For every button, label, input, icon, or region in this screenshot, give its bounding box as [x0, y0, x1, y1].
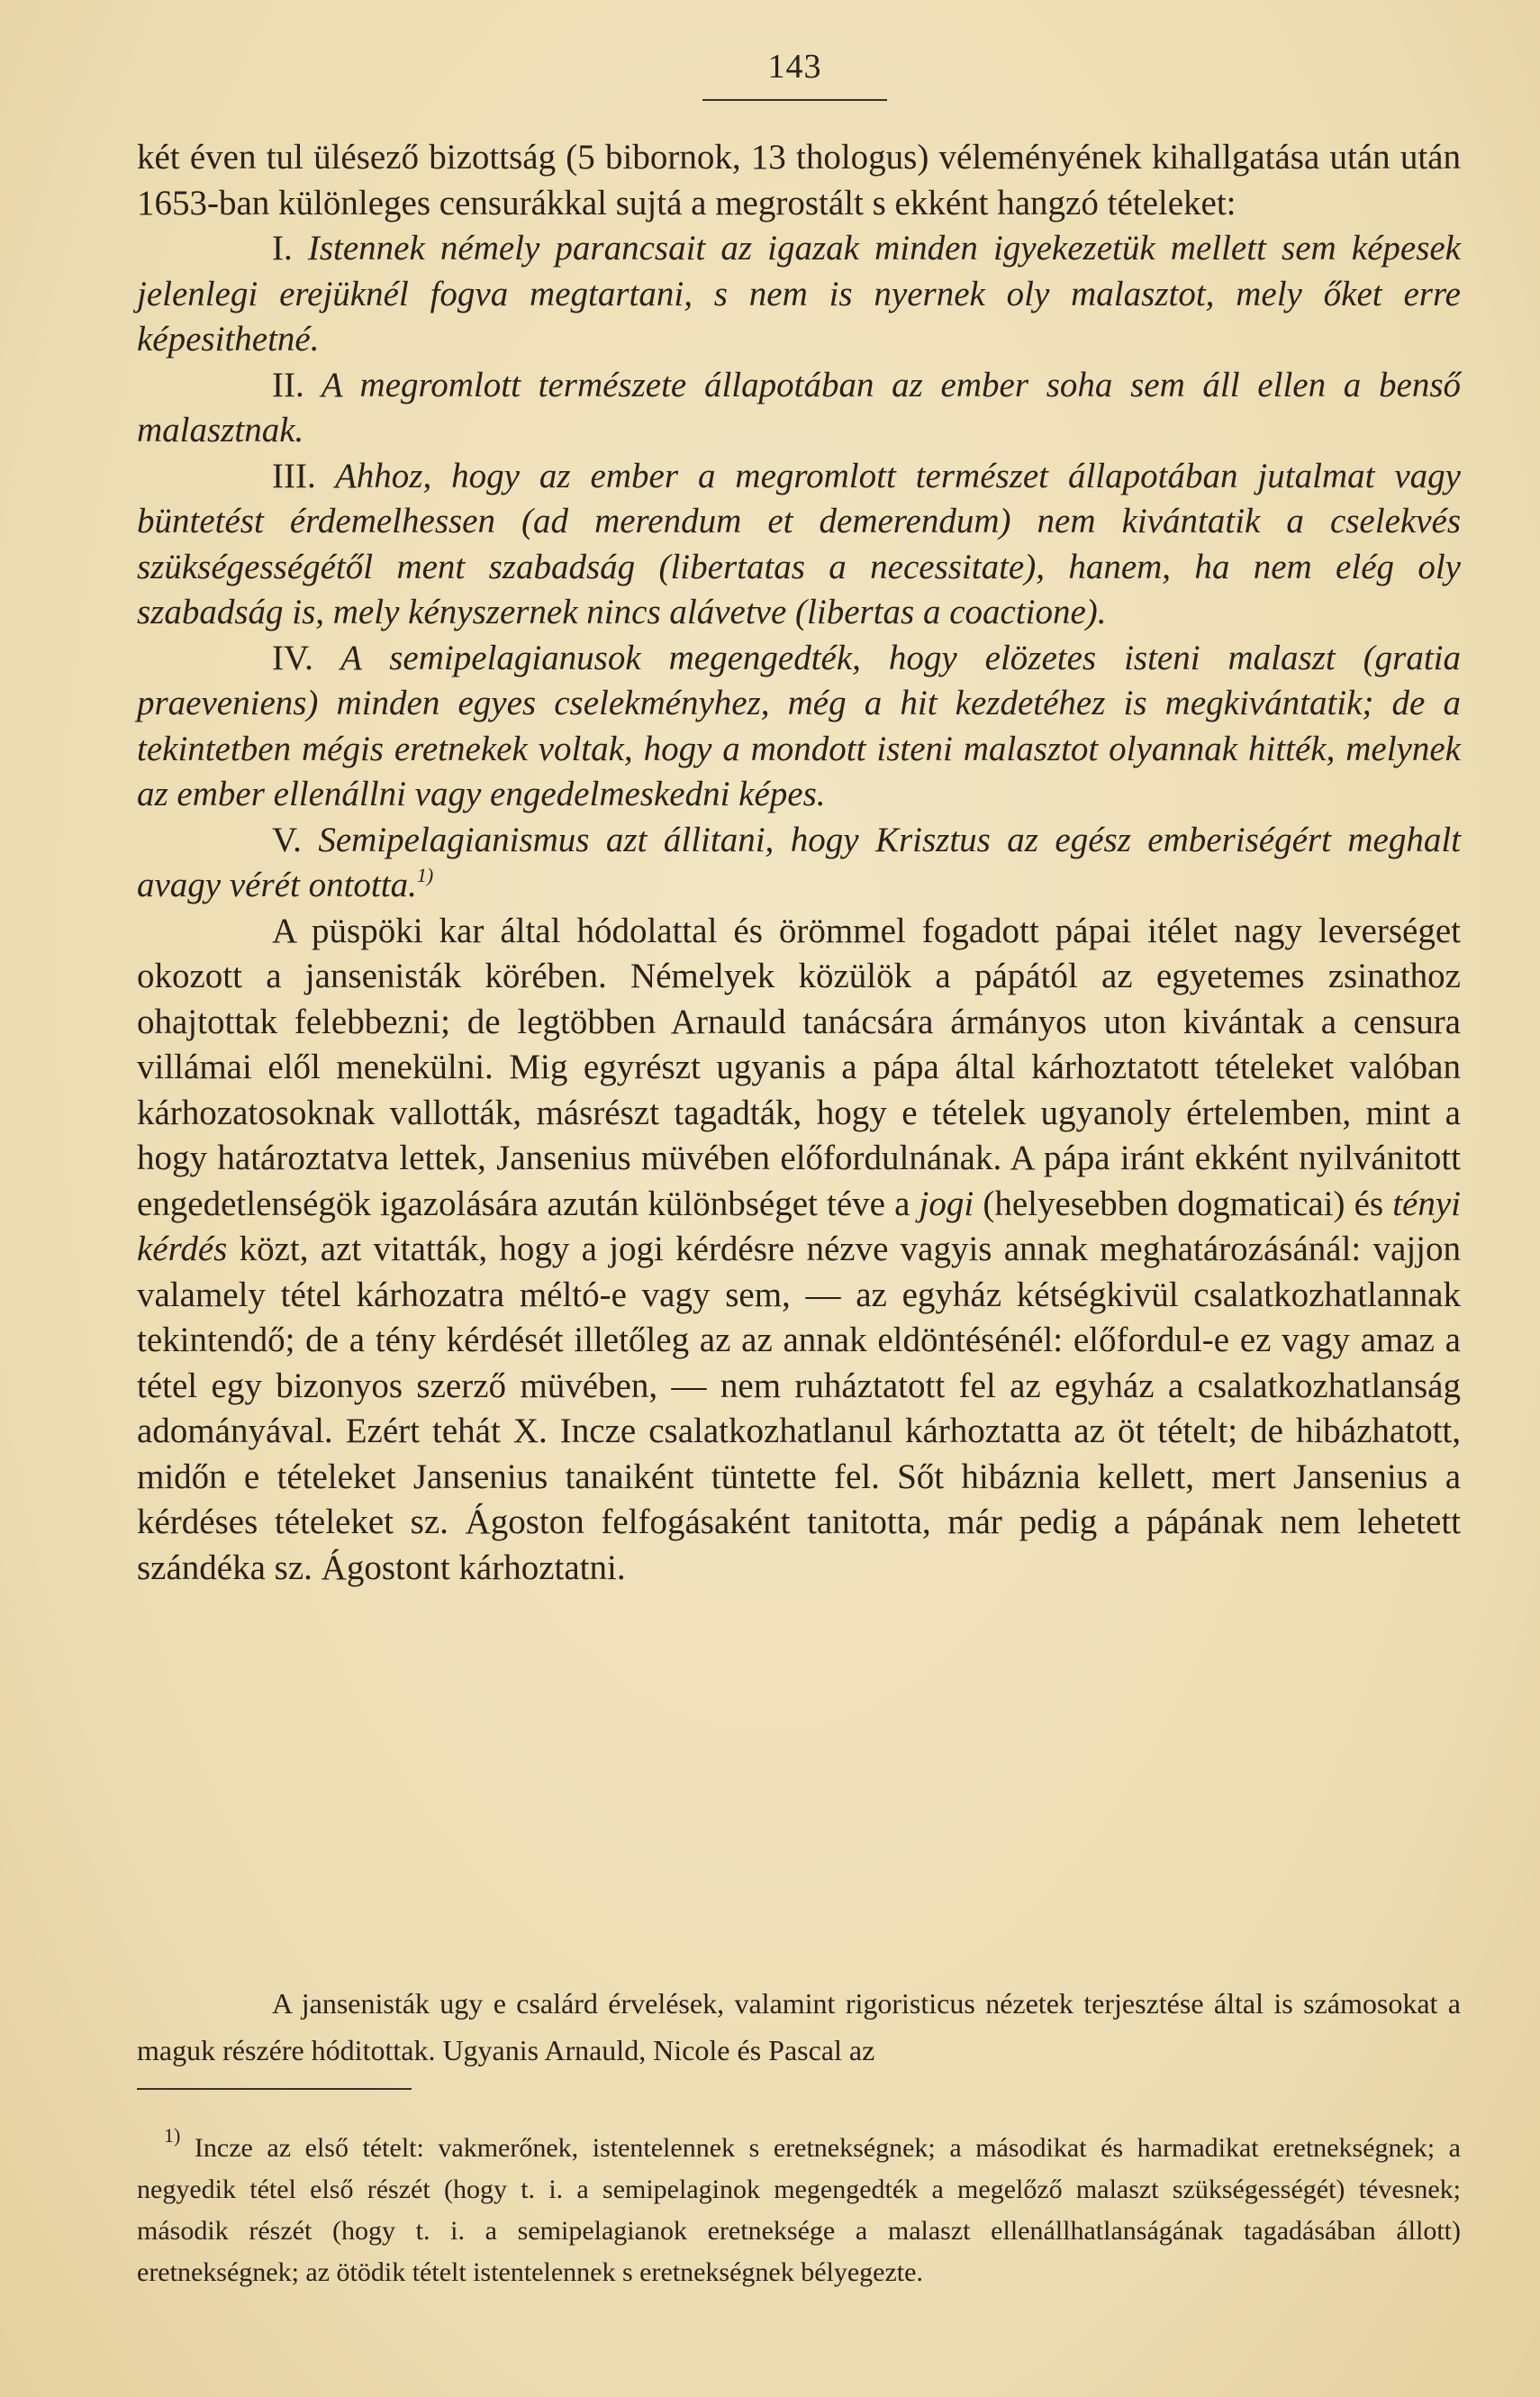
proposition-4-numeral: IV.	[272, 638, 313, 677]
intro-paragraph: két éven tul ülésező bizottság (5 bibornok, 13 thologus) véleményének kihallgatása után után 1653-ban különleges censurákkal sujtá a megrostált s ekként hangzó tételeket:	[137, 138, 1461, 222]
body-paragraph	[137, 909, 1461, 1592]
proposition-3-text: Ahhoz, hogy az ember a megromlott természet állapotában jutalmat vagy büntetést érdemelhessen (ad merendum et demerendum) nem kivántatik a cselekvés szükségességétől ment szabadság (libertatas a necessitate), hanem, ha nem elég oly szabadság is, mely kényszernek nincs alávetve (libertas a coactione).	[137, 456, 1461, 631]
proposition-5	[137, 818, 1461, 909]
footnote-rule	[137, 2088, 412, 2090]
proposition-1-text: Istennek némely parancsait az igazak minden igyekezetük mellett sem képesek jelenlegi erejüknél fogva megtartani, s nem is nyernek oly malasztot, mely őket erre képesithetné.	[137, 229, 1461, 359]
proposition-3-numeral: III.	[272, 456, 316, 495]
term-tenyi-kerdes: tényi kérdés	[137, 1184, 1461, 1268]
proposition-5-text: Semipelagianismus azt állitani, hogy Krisztus az egész emberiségért meghalt avagy vérét ontotta.	[137, 820, 1461, 904]
page-number-rule	[702, 99, 887, 101]
proposition-2-text: A megromlott természete állapotában az ember soha sem áll ellen a benső malasztnak.	[137, 365, 1461, 449]
proposition-1-numeral: I.	[272, 229, 293, 268]
body-text-part-2: (helyesebben dogmaticai) és	[983, 1184, 1384, 1223]
main-text	[137, 135, 1461, 1591]
footnote-paragraph	[137, 2124, 1461, 2293]
proposition-4	[137, 636, 1461, 818]
proposition-5-numeral: V.	[272, 820, 302, 859]
term-jogi: jogi	[919, 1184, 974, 1223]
proposition-3	[137, 454, 1461, 636]
proposition-2-numeral: II.	[272, 365, 304, 404]
footnote-mark: 1)	[164, 2124, 181, 2147]
footnote-reference: 1)	[416, 864, 434, 886]
body-text-part-3: közt, azt vitatták, hogy a jogi kérdésre nézve vagyis annak meghatározásánál: vajjon valamely tétel kárhozatra méltó-e vagy sem, — az egyház kétségkivül csalatkozhatlannak tekintendő; de a tény kérdését illetőleg az az annak eldöntésénél: előfordul-e ez vagy amaz a tétel egy bizonyos szerző müvében, — nem ruháztatott fel az egyház a csalatkozhatlanság adományával. Ezért tehát X. Incze csalatkozhatlanul kárhoztatta az öt tételt; de hibázhatott, midőn e tételeket Jansenius tanaiként tüntette fel. Sőt hibáznia kellett, mert Jansenius a kérdéses tételeket sz. Ágoston felfogásaként tanitotta, már pedig a pápának nem lehetett szándéka sz. Ágostont kárhoztatni.	[137, 1230, 1461, 1587]
proposition-1	[137, 226, 1461, 363]
page-number: 143	[767, 48, 822, 86]
small-paragraph-text: A jansenisták ugy e csalárd érvelések, valamint rigoristicus nézetek terjesztése által is számosokat a maguk részére hóditottak. Ugyanis Arnauld, Nicole és Pascal az	[137, 1987, 1461, 2066]
proposition-4-text: A semipelagianusok megengedték, hogy elözetes isteni malaszt (gratia praeveniens) minden egyes cselekményhez, még a hit kezdetéhez is megkivántatik; de a tekintetben mégis eretnekek voltak, hogy a mondott isteni malasztot olyannak hitték, melynek az ember ellenállni vagy engedelmeskedni képes.	[137, 638, 1461, 813]
proposition-2	[137, 363, 1461, 454]
footnote-text: Incze az első tételt: vakmerőnek, istentelennek s eretnekségnek; a másodikat és harmadikat eretnekségnek; a negyedik tétel első részét (hogy t. i. a semipelaginok megengedték a megelőző malaszt szükségességét) tévesnek; második részét (hogy t. i. a semipelagianok eretneksége a malaszt ellenállhatlanságának tagadásában állott) eretnekségnek; az ötödik tételt istentelennek s eretnekségnek bélyegezte.	[137, 2133, 1461, 2287]
body-text-part-1: A püspöki kar által hódolattal és örömmel fogadott pápai itélet nagy leverséget okozott a jansenisták körében. Némelyek közülök a pápától az egyetemes zsinathoz ohajtottak felebbezni; de legtöbben Arnauld tanácsára ármányos uton kivántak a censura villámai elől menekülni. Mig egyrészt ugyanis a pápa által kárhoztatott tételeket valóban kárhozatosoknak vallották, másrészt tagadták, hogy e tételek ugyanoly értelemben, mint a hogy határoztatva lettek, Jansenius müvében előfordulnának. A pápa iránt ekként nyilvánitott engedetlenségök igazolására azután különbséget téve a	[137, 911, 1461, 1223]
small-print-paragraph	[137, 1980, 1461, 2074]
footnote	[137, 2124, 1461, 2293]
